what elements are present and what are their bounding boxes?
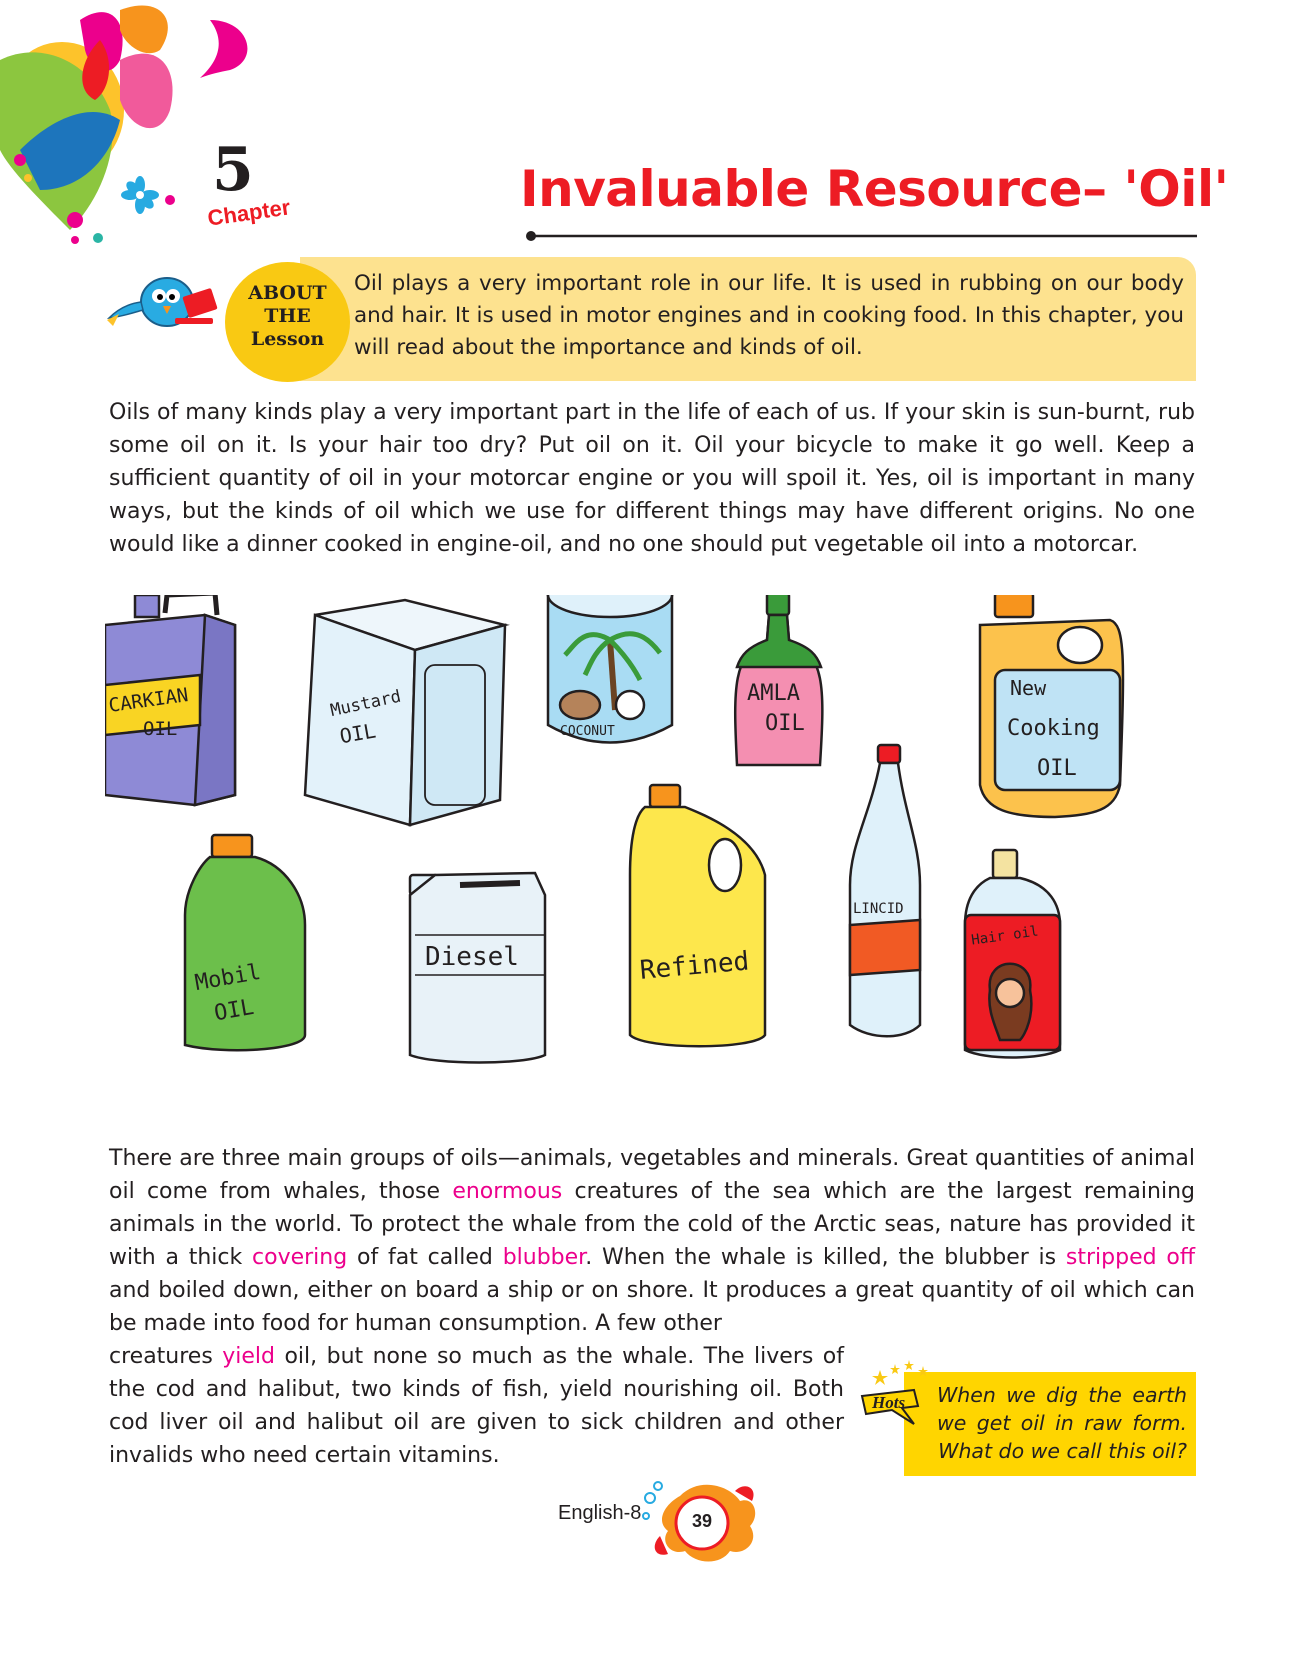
vocab-word-covering: covering bbox=[252, 1245, 348, 1270]
title-underline bbox=[525, 230, 1197, 242]
page-title: Invaluable Resource– 'Oil' bbox=[520, 160, 1229, 218]
paragraph-intro: Oils of many kinds play a very important part in the life of each of us. If your skin is sun-burnt, rub some oil on it. Is your hair too dry? Put oil on it. Oil your bicycle to make it go well. Keep a sufficient quantity of oil in your motorcar engine or you will spoil it. Yes, oil is important in many ways, but the kinds of oil which we use for different things may have different origins. No one would like a dinner cooked in engine-oil, and no one should put vegetable oil into a motorcar. bbox=[109, 400, 1195, 557]
hots-question: When we dig the earth we get oil in raw form. What do we call this oil? bbox=[937, 1383, 1187, 1463]
paragraph-groups-of-oils bbox=[109, 1142, 1195, 1340]
refined-label: Refined bbox=[638, 946, 751, 986]
about-lesson-text: Oil plays a very important role in our life. It is used in rubbing on our body and hair. It is used in motor engines and in cooking food. In this chapter, you will read about the importance and kinds of oil. bbox=[354, 271, 1184, 360]
oil-containers-illustration bbox=[105, 595, 1200, 1130]
carkian-oil-tin bbox=[105, 595, 235, 805]
lincid-oil-bottle bbox=[850, 745, 920, 1036]
coconut-oil-tin bbox=[548, 595, 672, 743]
vocab-word-yield: yield bbox=[222, 1344, 276, 1369]
badge-line-lesson: Lesson bbox=[250, 328, 325, 350]
mobil-oil-label: OIL bbox=[212, 994, 256, 1027]
amla-oil-bottle bbox=[735, 595, 822, 765]
paragraph-text: There are three main groups of oils—animals, vegetables and minerals. Great quantities of animal oil come from whales, those bbox=[109, 1146, 1195, 1204]
vocab-word-enormous: enormous bbox=[452, 1179, 563, 1204]
paragraph-fish-oils bbox=[109, 1340, 844, 1472]
chapter-label: Chapter bbox=[206, 194, 292, 231]
badge-line-about: ABOUT bbox=[248, 282, 327, 304]
footer-book-label: English-8 bbox=[558, 1502, 642, 1524]
paragraph-text: and boiled down, either on board a ship or on shore. It produces a great quantity of oil which can be made into food for human consumption. A few other bbox=[109, 1278, 1195, 1336]
refined-oil-bottle bbox=[630, 785, 765, 1046]
lincid-label: LINCID bbox=[853, 901, 904, 917]
cooking-label: Cooking bbox=[1007, 716, 1100, 741]
mobil-label: Mobil bbox=[193, 959, 263, 997]
hair-oil-bottle bbox=[965, 850, 1060, 1058]
about-lesson-badge-text bbox=[225, 282, 350, 351]
mobil-oil-can bbox=[185, 835, 305, 1050]
new-label: New bbox=[1010, 676, 1047, 700]
badge-line-the: THE bbox=[264, 305, 311, 327]
amla-oil-label: OIL bbox=[765, 711, 805, 736]
mustard-oil-label: OIL bbox=[337, 718, 378, 749]
chapter-number: 5 bbox=[212, 135, 254, 205]
paragraph-text: creatures of the sea which are the largest remaining animals in the world. To protect the whale from the cold of the Arctic seas, nature has provided it with a thick bbox=[109, 1179, 1195, 1270]
carkian-oil-label: OIL bbox=[143, 718, 178, 740]
hair-oil-label: Hair oil bbox=[970, 923, 1040, 949]
page-number: 39 bbox=[691, 1511, 713, 1531]
cooking-oil-jar bbox=[980, 595, 1123, 817]
paragraph-text: of fat called bbox=[347, 1245, 503, 1270]
vocab-word-stripped-off: stripped off bbox=[1065, 1245, 1195, 1270]
coconut-label: COCONUT bbox=[560, 724, 615, 739]
vocab-word-blubber: blubber bbox=[502, 1245, 586, 1270]
cooking-oil-label: OIL bbox=[1037, 756, 1077, 781]
paragraph-text: creatures bbox=[109, 1344, 223, 1369]
paragraph-text: . When the whale is killed, the blubber is bbox=[585, 1245, 1066, 1270]
mustard-label: Mustard bbox=[328, 686, 403, 722]
diesel-can bbox=[410, 873, 545, 1063]
hots-badge-icon bbox=[858, 1360, 948, 1450]
carkian-label: CARKIAN bbox=[107, 684, 190, 717]
amla-label: AMLA bbox=[747, 681, 800, 706]
mustard-oil-box bbox=[305, 600, 505, 825]
diesel-label: Diesel bbox=[425, 942, 519, 972]
bird-with-laptop-icon bbox=[105, 262, 225, 342]
paragraph-text: oil, but none so much as the whale. The livers of the cod and halibut, two kinds of fish, yield nourishing oil. Both cod liver oil and halibut oil are given to sick children and other invalids who need certain vitamins. bbox=[109, 1344, 844, 1468]
hots-label: Hots bbox=[872, 1393, 906, 1412]
